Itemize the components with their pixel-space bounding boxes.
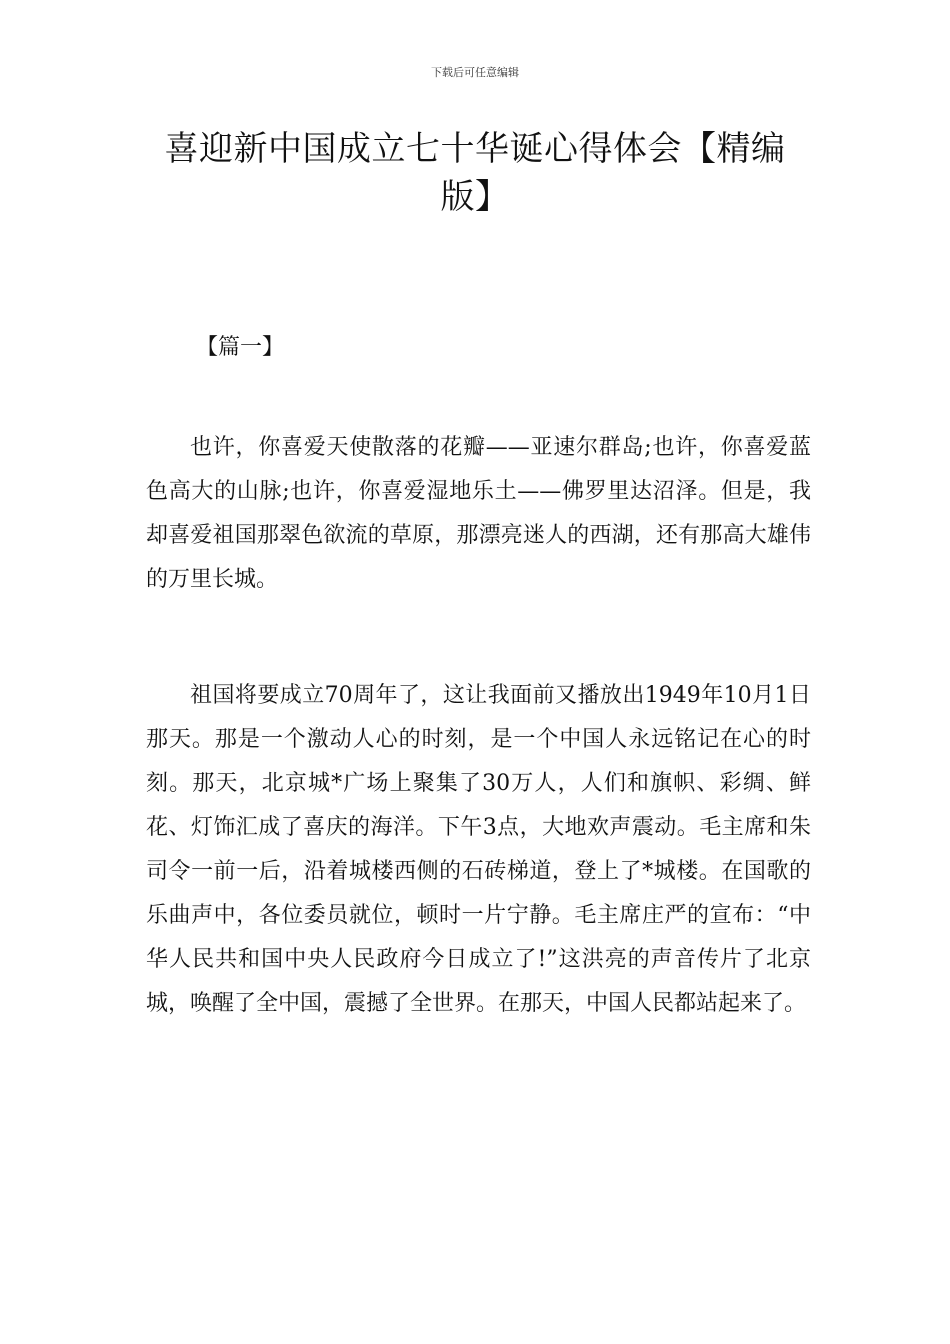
document-title: 喜迎新中国成立七十华诞心得体会【精编版】 (164, 129, 786, 217)
section-label: 【篇一】 (196, 335, 285, 360)
header-note: 下载后可任意编辑 (431, 66, 519, 79)
paragraph: 祖国将要成立70周年了，这让我面前又播放出1949年10月1日那天。那是一个激动人心的时刻，是一个中国人永远铭记在心的时刻。那天，北京城*广场上聚集了30万人，人们和旗帜、彩绸、鲜花、灯饰汇成了喜庆的海洋。下午3点，大地欢声震动。毛主席和朱司令一前一后，沿着城楼西侧的石砖梯道，登上了*城楼。在国歌的乐曲声中，各位委员就位，顿时一片宁静。毛主席庄严的宣布：“中华人民共和国中央人民政府今日成立了!”这洪亮的声音传片了北京城，唤醒了全中国，震撼了全世界。在那天，中国人民都站起来了。 (146, 683, 811, 1016)
paragraph: 也许，你喜爱天使散落的花瓣——亚速尔群岛;也许，你喜爱蓝色高大的山脉;也许，你喜爱湿地乐土——佛罗里达沼泽。但是，我却喜爱祖国那翠色欲流的草原，那漂亮迷人的西湖，还有那高大雄伟的万里长城。 (146, 435, 811, 592)
